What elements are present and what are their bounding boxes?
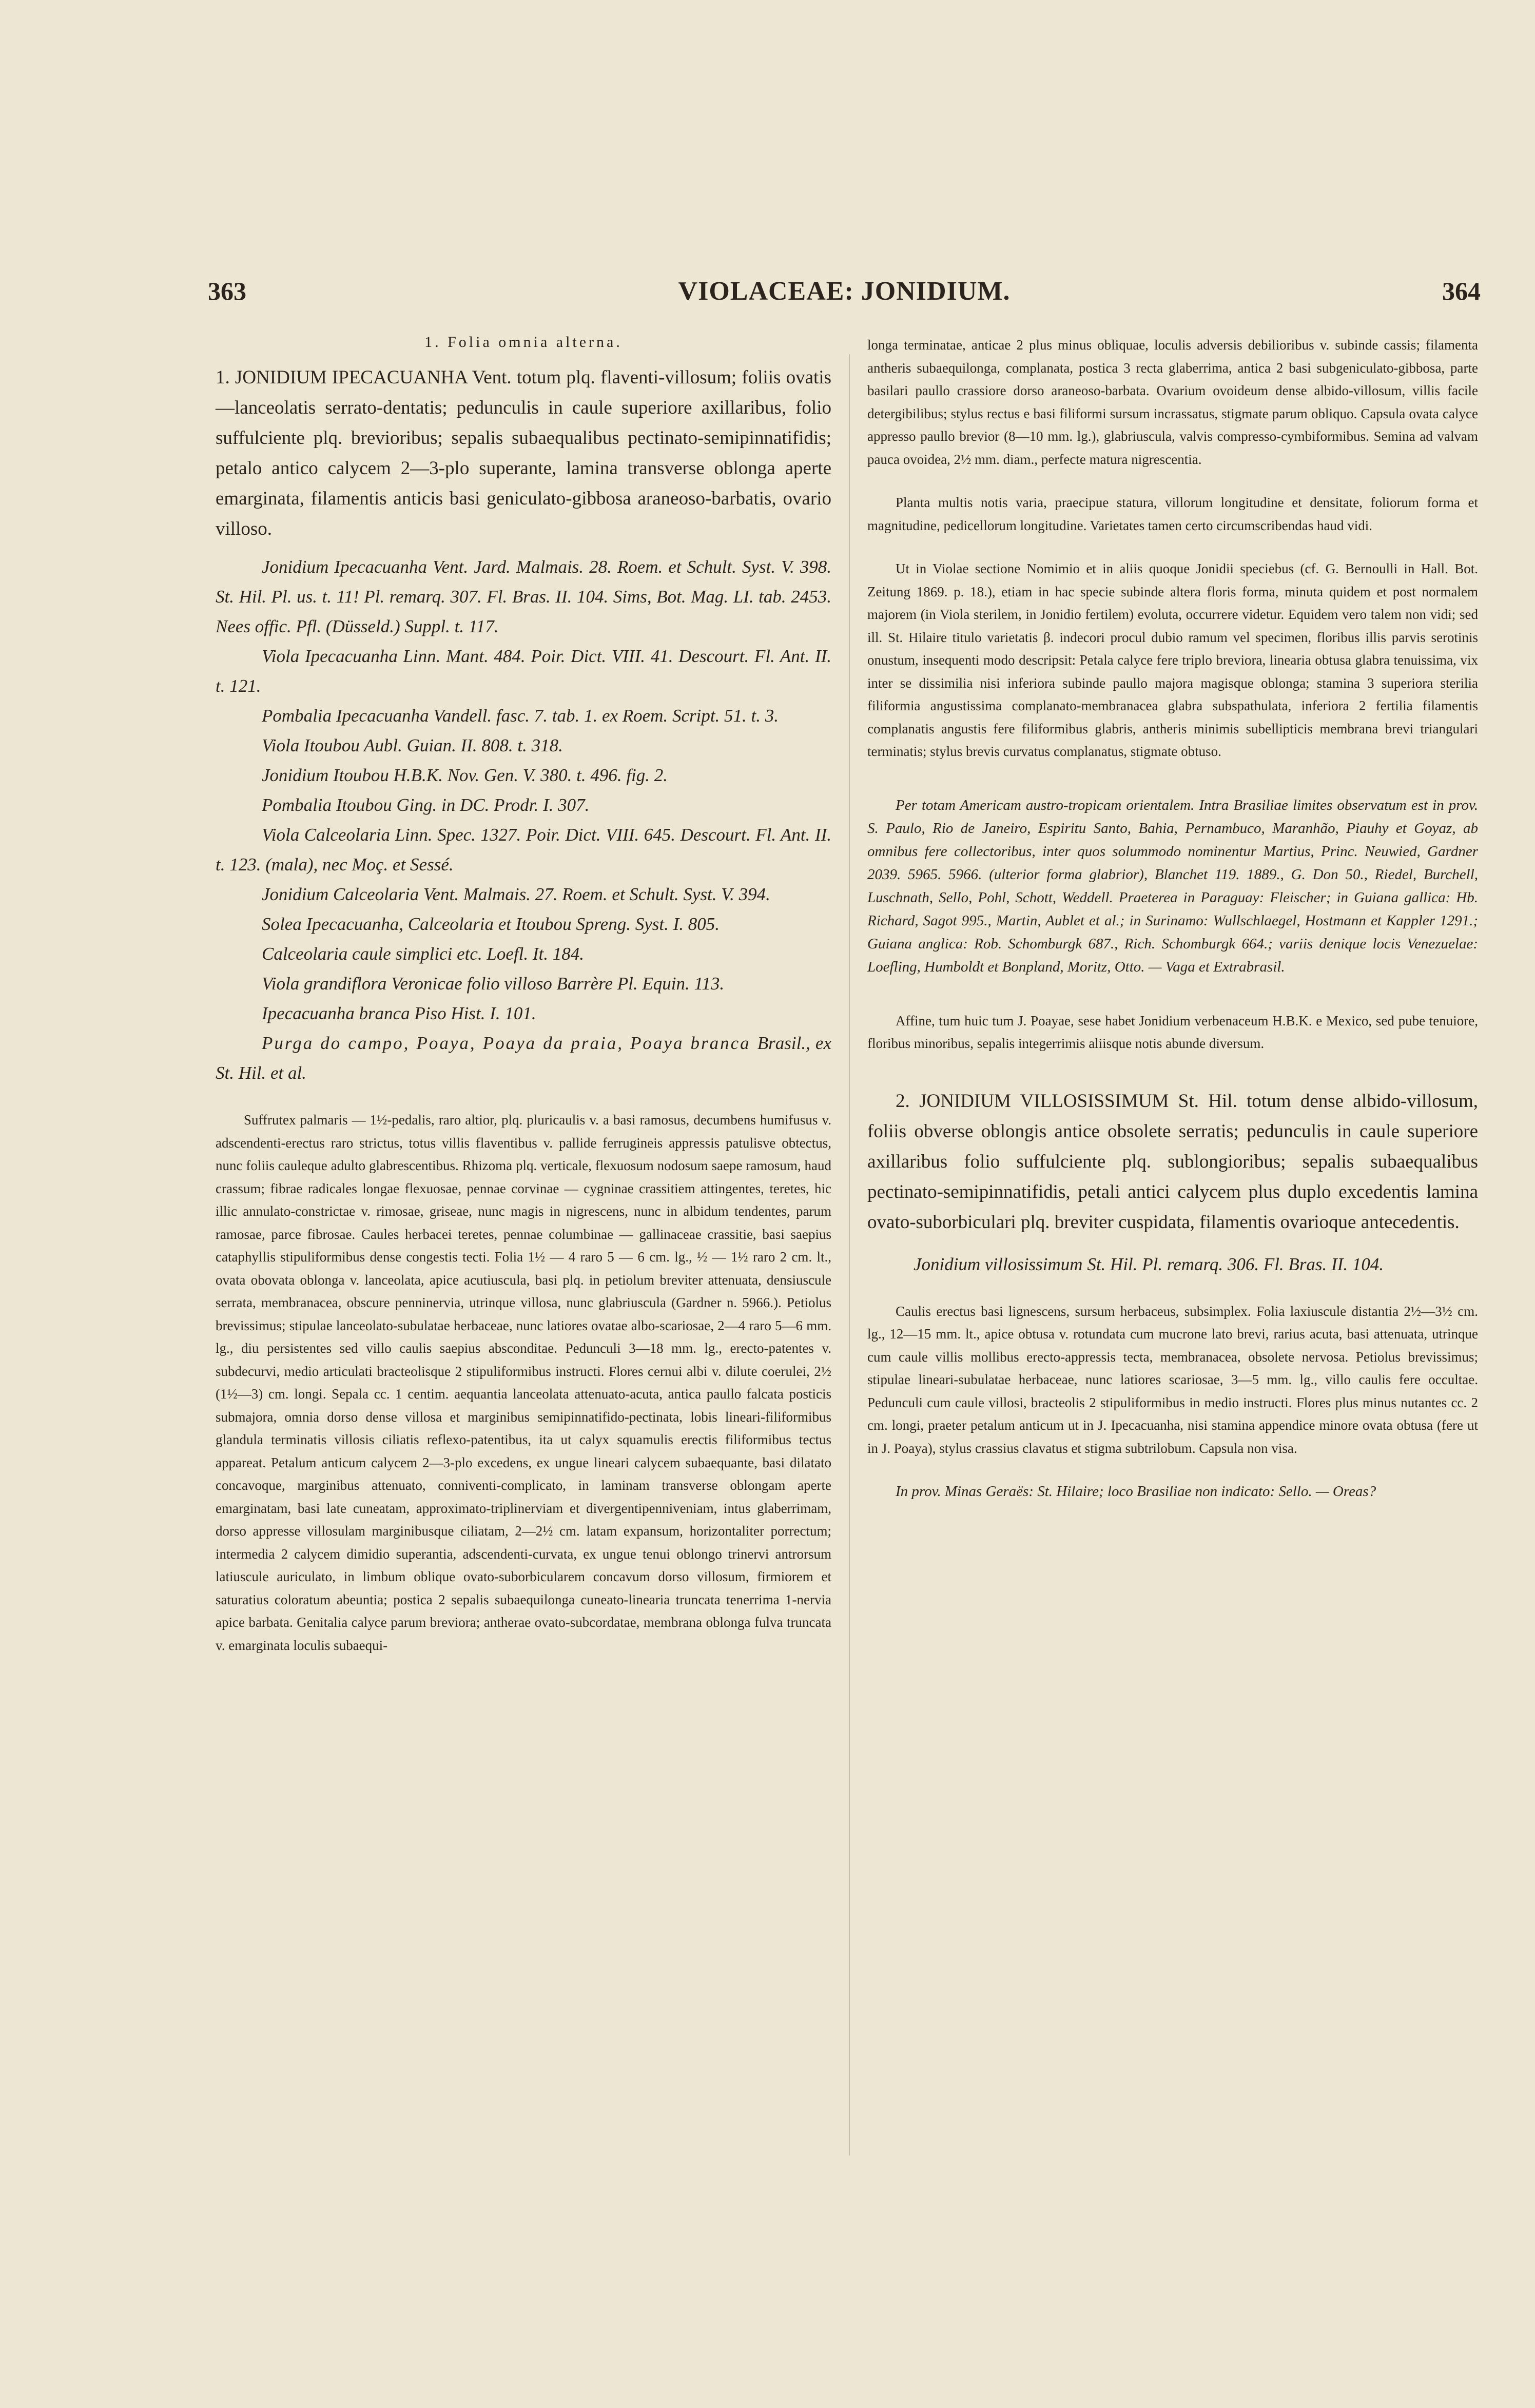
synonym-entry: Ipecacuanha branca Piso Hist. I. 101. (262, 1003, 536, 1023)
distribution-paragraph: Per totam Americam austro-tropicam orientalem. Intra Brasiliae limites observatum est in prov. S. Paulo, Rio de Janeiro, Espiritu Santo, Bahia, Pernambuco, Maranhão, Piauhy et Goyaz, ab omnibus fere collectoribus, inter quos solummodo nominentur Martius, Princ. Neuwied, Gardner 2039. 5965. 5966. (ulterior forma glabrior), Blanchet 119. 1889., G. Don 50., Riedel, Burchell, Luschnath, Sello, Pohl, Schott, Weddell. Praeterea in Paraguay: Fleischer; in Guiana gallica: Hb. Richard, Sagot 995., Martin, Aublet et al.; in Surinamo: Wullschlaegel, Hostmann et Kappler 1291.; Guiana anglica: Rob. Schomburgk 687., Rich. Schomburgk 664.; variis denique locis Venezuelae: Loefling, Humboldt et Bonpland, Moritz, Otto. — Vaga et Extrabrasil. (867, 797, 1478, 975)
species-diagnosis: 1. JONIDIUM IPECACUANHA Vent. totum plq. flaventi-villosum; foliis ovatis—lanceolatis serrato-dentatis; pedunculis in caule superiore axillaribus, folio suffulciente plq. brevioribus; sepalis subaequalibus pectinato-semipinnatifidis; petalo antico calycem 2—3-plo superante, lamina transverse oblonga aperte emarginata, filamentis anticis basi geniculato-gibbosa araneoso-barbatis, ovario villoso. (216, 367, 831, 539)
synonym-entry: Solea Ipecacuanha, Calceolaria et Itoubou Spreng. Syst. I. 805. (262, 914, 720, 934)
synonym-entry: Viola Itoubou Aubl. Guian. II. 808. t. 318. (262, 735, 563, 755)
page-number-right: 364 (1442, 277, 1481, 305)
synonym-entry: Jonidium Ipecacuanha Vent. Jard. Malmais. 28. Roem. et Schult. Syst. V. 398. St. Hil. Pl. us. t. 11! Pl. remarq. 307. Fl. Bras. II. 104. Sims, Bot. Mag. LI. tab. 2453. Nees offic. Pfl. (Düsseld.) Suppl. t. 117. (216, 557, 831, 636)
section-heading: 1. Folia omnia alterna. (424, 334, 623, 351)
vernacular-text: Purga do campo, Poaya, Poaya da praia, Poaya branca (262, 1033, 751, 1053)
synonym-entry: Viola grandiflora Veronicae folio villoso Barrère Pl. Equin. 113. (262, 974, 725, 994)
vernacular-source: Brasil., ex St. Hil. et al. (216, 1033, 832, 1083)
synonym-entry: Jonidium villosissimum St. Hil. Pl. remarq. 306. Fl. Bras. II. 104. (914, 1254, 1384, 1274)
species-2-description: Caulis erectus basi lignescens, sursum herbaceus, subsimplex. Folia laxiuscule distantia 2½—3½ cm. lg., 12—15 mm. lt., apice obtusa v. rotundata cum mucrone lato brevi, rarius acuta, basi attenuata, utrinque cum caule villis mollibus erecto-appressis tecta, membranacea, obsolete nervosa. Petiolus brevissimus; stipulae lineari-subulatae herbaceae, nunc latiores scariosae, 3—5 mm. lg., villo caulis fere occultae. Pedunculi cum caule villosi, bracteolis 2 stipuliformibus in medio instructi. Flores plus minus nutantes cc. 2 cm. longi, praeter petalum anticum ut in J. Ipecacuanha, nisi stamina appendice minore ovata obtusa (fere ut in J. Poaya), stylus crassius clavatus et stigma subtrilobum. Capsula non visa. (867, 1303, 1478, 1456)
synonym-entry: Pombalia Ipecacuanha Vandell. fasc. 7. tab. 1. ex Roem. Script. 51. t. 3. (262, 706, 779, 726)
synonym-entry: Jonidium Calceolaria Vent. Malmais. 27. Roem. et Schult. Syst. V. 394. (262, 884, 770, 904)
synonym-entry: Calceolaria caule simplici etc. Loefl. It. 184. (262, 944, 584, 964)
right-column (867, 334, 1478, 1503)
vernacular-names (216, 1028, 831, 1088)
variability-paragraph: Planta multis notis varia, praecipue statura, villorum longitudine et densitate, foliorum forma et magnitudine, pedicellorum longitudine. Varietates tamen certo circumscribendas haud vidi. (867, 495, 1478, 533)
synonym-entry: Viola Ipecacuanha Linn. Mant. 484. Poir. Dict. VIII. 41. Descourt. Fl. Ant. II. t. 121. (216, 646, 831, 696)
left-column (216, 334, 831, 1657)
species-description: Suffrutex palmaris — 1½-pedalis, raro altior, plq. pluricaulis v. a basi ramosus, decumbens humifusus v. adscendenti-erectus raro strictus, totus villis flaventibus v. pallide ferrugineis appressis patulisve obtectus, nunc foliis cauleque adulto glabrescentibus. Rhizoma plq. verticale, flexuosum nodosum saepe ramosum, haud crassum; fibrae radicales longae flexuosae, pennae corvinae — cygninae crassitiem attingentes, teretes, hic illic annulato-constrictae v. rimosae, griseae, nunc magis in nigrescens, nunc in albidum tendentes, parum ramosae, parce fibrosae. Caules herbacei teretes, pennae columbinae — gallinaceae crassitie, basi saepius cataphyllis stipuliformibus dense congestis tecti. Folia 1½ — 4 raro 5 — 6 cm. lg., ½ — 1½ raro 2 cm. lt., ovata obovata oblonga v. lanceolata, apice acutiuscula, basi plq. in petiolum breviter attenuata, densiuscule serrata, membranacea, obscure penninervia, utrinque villosa, nunc glabriuscula (Gardner n. 5966.). Petiolus brevissimus; stipulae lanceolato-subulatae herbaceae, nunc latiores ovatae albo-scariosae, 2—4 raro 5—6 mm. lg., diu persistentes sed villo caulis saepius absconditae. Pedunculi 3—18 mm. lg., erecto-patentes v. subdecurvi, medio articulati bracteolisque 2 stipuliformibus instructi. Flores cernui albi v. dilute coerulei, 2½ (1½—3) cm. longi. Sepala cc. 1 centim. aequantia lanceolata attenuato-acuta, antica paullo falcata posticis submajora, omnia dorso dense villosa et marginibus semipinnatifido-pectinata, lobis lineari-filiformibus glandula terminatis villosis ciliatis reflexo-patentibus, ita ut calyx squamulis erectis filiformibus tectus appareat. Petalum anticum calycem 2—3-plo excedens, ex ungue lineari calycem subaequante, basi dilatato concavoque, marginibus attenuato, conniventi-complicato, in laminam transverse oblongam aperte emarginatam, basi late cuneatam, approximato-triplinerviam et divergentipenniveniam, intus glaberrimam, dorso appresse villosulam marginibusque ciliatam, 2—2½ cm. latam expansum, horizontaliter porrectum; intermedia 2 calycem dimidio superantia, adscendenti-curvata, ex ungue tenui oblongo trinervi antrorsum latiuscule auriculato, in limbum oblique ovato-suborbicularem concavum dorso villosum, firmiorem et saturatius coloratum abeuntia; postica 2 sepalis subaequilonga cuneato-linearia truncata tenerrima 1-nervia apice barbata. Genitalia calyce parum breviora; antherae ovato-subcordatae, membrana oblonga fulva truncata v. emarginata loculis subaequi- (216, 1112, 831, 1653)
page-number-left: 363 (208, 277, 246, 305)
synonym-entry: Jonidium Itoubou H.B.K. Nov. Gen. V. 380. t. 496. fig. 2. (262, 765, 668, 785)
column-divider (849, 354, 850, 2155)
running-header (208, 276, 1481, 317)
synonymy-list (216, 552, 831, 1088)
affinity-paragraph: Affine, tum huic tum J. Poayae, sese habet Jonidium verbenaceum H.B.K. e Mexico, sed pube tenuiore, floribus minoribus, sepalis integerrimis aliisque notis abunde diversum. (867, 1013, 1478, 1051)
flower-form-paragraph: Ut in Violae sectione Nomimio et in aliis quoque Jonidii speciebus (cf. G. Bernoulli in Hall. Bot. Zeitung 1869. p. 18.), etiam in hac specie subinde altera floris forma, minuta quidem et post normalem majorem (in Viola sterilem, in Jonidio fertilem) evoluta, occurrere videtur. Equidem vero talem non vidi; sed ill. St. Hilaire titulo varietatis β. indecori procul dubio ramum vel specimen, floribus illis parvis serotinis onustum, insequenti modo descripsit: Petala calyce fere triplo breviora, linearia obtusa glabra tenuissima, vix inter se dissimilia nisi inferiora subinde paullo majora magisque oblonga; stamina 3 superiora sterilia filiformia angustissima complanato-membranacea glabra subspathulata, inferiora 2 fertilia filamentis complanatis angustis fere filiformibus glabris, antheris minimis subellipticis membrana brevi triangulari terminatis; stylus brevis curvatus complanatus, stigmate obtuso. (867, 561, 1478, 759)
running-title: VIOLACEAE: JONIDIUM. (678, 277, 1011, 306)
species-2-locality: In prov. Minas Geraës: St. Hilaire; loco Brasiliae non indicato: Sello. — Oreas? (896, 1483, 1376, 1500)
species-2-synonymy (867, 1250, 1478, 1279)
species-2-diagnosis: 2. JONIDIUM VILLOSISSIMUM St. Hil. totum dense albido-villosum, foliis obverse oblongis antice obsolete serratis; pedunculis in caule superiore axillaribus folio suffulciente plq. sublongioribus; sepalis subaequalibus pectinato-semipinnatifidis, petali antici calycem plus duplo excedentis lamina ovato-suborbiculari plq. breviter cuspidata, filamentis ovarioque antecedentis. (867, 1090, 1478, 1233)
synonym-entry: Pombalia Itoubou Ging. in DC. Prodr. I. 307. (262, 795, 590, 815)
description-continuation: longa terminatae, anticae 2 plus minus obliquae, loculis adversis debilioribus v. subinde cassis; filamenta antheris subaequilonga, complanata, postica 3 recta glaberrima, antica 2 basi subgeniculato-gibbosa, parte basilari paullo crassiore dorso araneoso-barbata. Ovarium ovoideum dense albido-villosum, villis facile detergibilibus; stylus rectus e basi filiformi sursum incrassatus, stigmate parum obliquo. Capsula ovata calyce appresso paullo brevior (8—10 mm. lg.), glabriuscula, valvis compresso-cymbiformibus. Semina ad valvam pauca ovoidea, 2½ mm. diam., perfecte matura nigrescentia. (867, 337, 1478, 467)
synonym-entry: Viola Calceolaria Linn. Spec. 1327. Poir. Dict. VIII. 645. Descourt. Fl. Ant. II. t. 123. (mala), nec Moç. et Sessé. (216, 825, 831, 875)
